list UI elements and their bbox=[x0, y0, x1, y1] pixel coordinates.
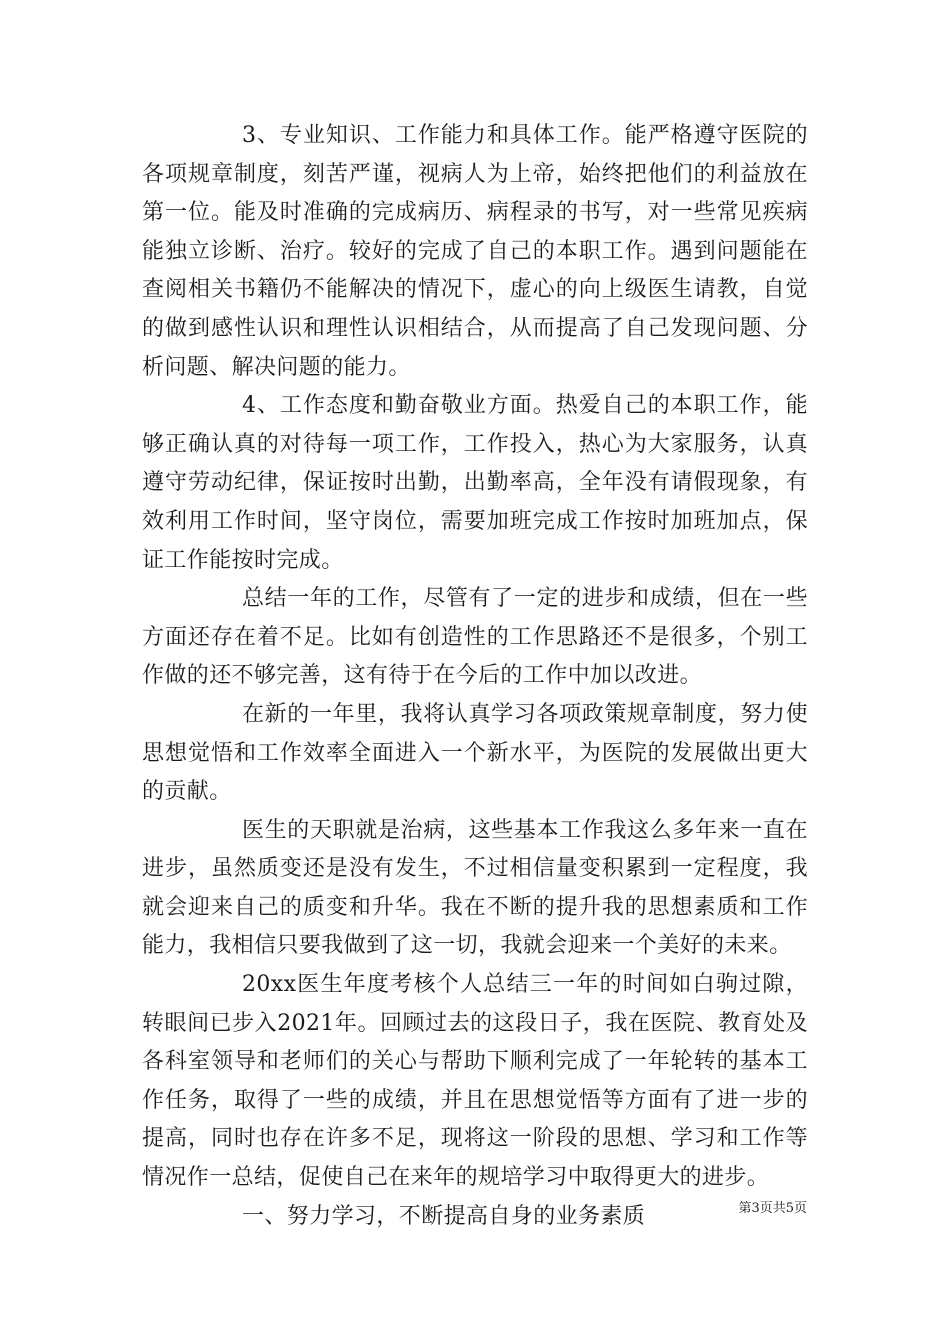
paragraph-year-summary: 总结一年的工作，尽管有了一定的进步和成绩，但在一些方面还存在着不足。比如有创造性的工作思路还不是很多，个别工作做的还不够完善，这有待于在今后的工作中加以改进。 bbox=[142, 586, 808, 689]
paragraph-annual-review: 20xx医生年度考核个人总结三一年的时间如白驹过隙，转眼间已步入2021年。回顾过去的这段日子，我在医院、教育处及各科室领导和老师们的关心与帮助下顺利完成了一年轮转的基本工作任务，取得了一些的成绩，并且在思想觉悟等方面有了进一步的提高，同时也存在许多不足，现将这一阶段的思想、学习和工作等情况作一总结，促使自己在来年的规培学习中取得更大的进步。 bbox=[142, 972, 808, 1191]
section-heading: 一、努力学习，不断提高自身的业务素质 bbox=[242, 1203, 646, 1229]
paragraph-work-attitude: 4、工作态度和勤奋敬业方面。热爱自己的本职工作，能够正确认真的对待每一项工作，工作投入，热心为大家服务，认真遵守劳动纪律，保证按时出勤，出勤率高，全年没有请假现象，有效利用工作时间，坚守岗位，需要加班完成工作按时加班加点，保证工作能按时完成。 bbox=[142, 393, 808, 573]
paragraph-doctor-duty: 医生的天职就是治病，这些基本工作我这么多年来一直在进步，虽然质变还是没有发生，不过相信量变积累到一定程度，我就会迎来自己的质变和升华。我在不断的提升我的思想素质和工作能力，我相信只要我做到了这一切，我就会迎来一个美好的未来。 bbox=[142, 817, 808, 959]
document-body bbox=[142, 117, 808, 1236]
paragraph-new-year: 在新的一年里，我将认真学习各项政策规章制度，努力使思想觉悟和工作效率全面进入一个新水平，为医院的发展做出更大的贡献。 bbox=[142, 701, 808, 805]
paragraph-professional-work: 3、专业知识、工作能力和具体工作。能严格遵守医院的各项规章制度，刻苦严谨，视病人为上帝，始终把他们的利益放在第一位。能及时准确的完成病历、病程录的书写，对一些常见疾病能独立诊断、治疗。较好的完成了自己的本职工作。遇到问题能在查阅相关书籍仍不能解决的情况下，虚心的向上级医生请教，自觉的做到感性认识和理性认识相结合，从而提高了自己发现问题、分析问题、解决问题的能力。 bbox=[142, 123, 808, 380]
page-number-footer: 第3页共5页 bbox=[738, 1201, 807, 1216]
